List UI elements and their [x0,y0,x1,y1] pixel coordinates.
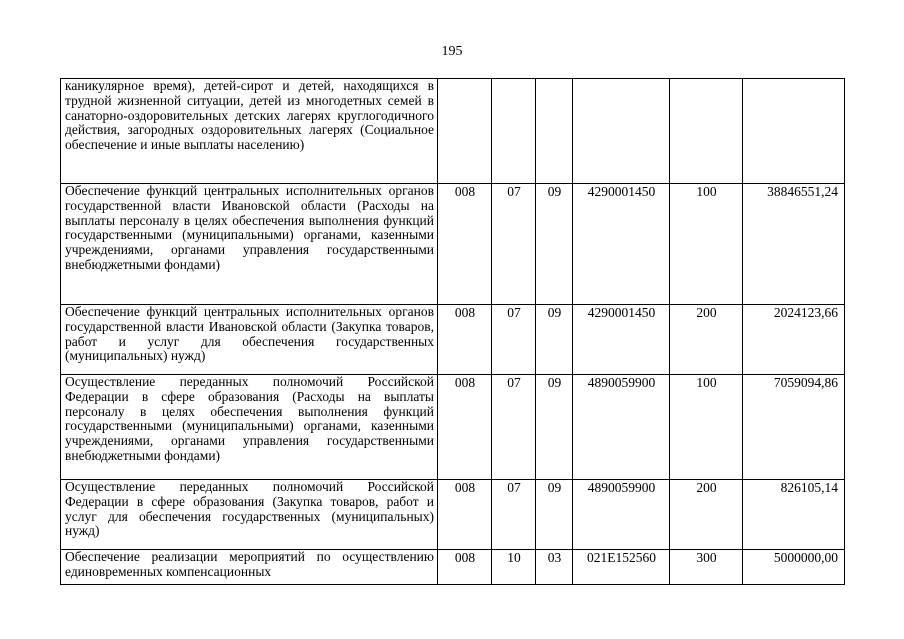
target-article-code: 021E152560 [573,550,670,585]
amount: 2024123,66 [743,305,845,375]
amount: 826105,14 [743,480,845,550]
subsection-code: 09 [536,305,573,375]
amount: 5000000,00 [743,550,845,585]
target-article-code: 4290001450 [573,305,670,375]
expense-type-code: 100 [670,375,743,480]
ministry-code: 008 [438,305,492,375]
amount: 7059094,86 [743,375,845,480]
row-description: Обеспечение функций центральных исполнительных органов государственной власти Ивановской области (Закупка товаров, работ и услуг для обеспечения государственных (муниципальных) нужд) [61,305,438,375]
target-article-code: 4290001450 [573,184,670,305]
ministry-code: 008 [438,550,492,585]
budget-table [60,78,845,585]
table-row [61,550,845,585]
expense-type-code: 200 [670,305,743,375]
section-code: 07 [492,184,536,305]
table-row [61,79,845,184]
section-code: 07 [492,480,536,550]
subsection-code: 03 [536,550,573,585]
target-article-code: 4890059900 [573,375,670,480]
section-code [492,79,536,184]
amount [743,79,845,184]
expense-type-code: 100 [670,184,743,305]
expense-type-code: 300 [670,550,743,585]
ministry-code: 008 [438,375,492,480]
page-number: 195 [441,44,463,59]
amount: 38846551,24 [743,184,845,305]
subsection-code: 09 [536,184,573,305]
table-row [61,305,845,375]
row-description: каникулярное время), детей-сирот и детей, находящихся в трудной жизненной ситуации, детей из многодетных семей в санаторно-оздоровительных детских лагерях круглогодичного действия, загородных оздоровительных лагерях (Социальное обеспечение и иные выплаты населению) [61,79,438,184]
expense-type-code: 200 [670,480,743,550]
subsection-code [536,79,573,184]
target-article-code [573,79,670,184]
table-row [61,184,845,305]
ministry-code: 008 [438,480,492,550]
table-row [61,375,845,480]
table-row [61,480,845,550]
ministry-code [438,79,492,184]
row-description: Обеспечение функций центральных исполнительных органов государственной власти Ивановской области (Расходы на выплаты персоналу в целях обеспечения выполнения функций государственными (муниципальными) органами, казенными учреждениями, органами управления государственными внебюджетными фондами) [61,184,438,305]
row-description: Осуществление переданных полномочий Российской Федерации в сфере образования (Закупка товаров, работ и услуг для обеспечения государственных (муниципальных) нужд) [61,480,438,550]
ministry-code: 008 [438,184,492,305]
section-code: 07 [492,375,536,480]
row-description: Осуществление переданных полномочий Российской Федерации в сфере образования (Расходы на выплаты персоналу в целях обеспечения выполнения функций государственными (муниципальными) органами, казенными учреждениями, органами управления государственными внебюджетными фондами) [61,375,438,480]
subsection-code: 09 [536,375,573,480]
section-code: 10 [492,550,536,585]
target-article-code: 4890059900 [573,480,670,550]
section-code: 07 [492,305,536,375]
row-description: Обеспечение реализации мероприятий по осуществлению единовременных компенсационных [61,550,438,585]
expense-type-code [670,79,743,184]
subsection-code: 09 [536,480,573,550]
